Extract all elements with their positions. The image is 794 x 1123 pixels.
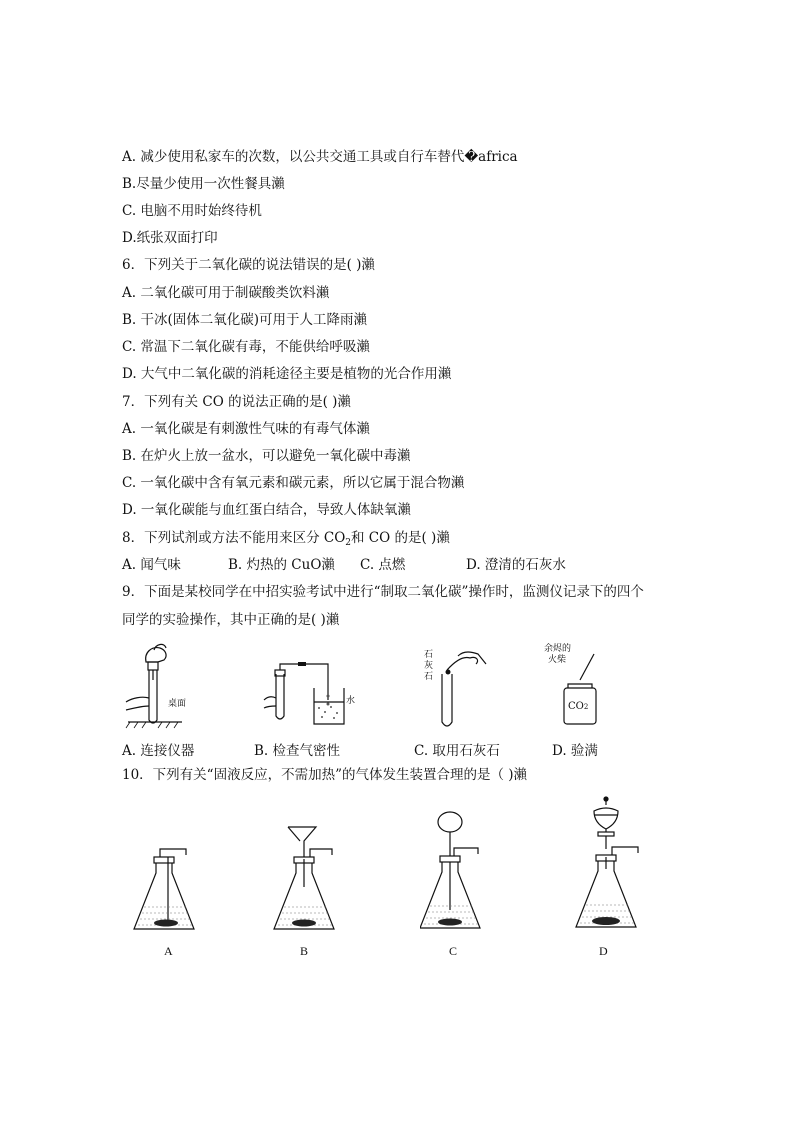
q7-option-d: D. 一氧化碳能与血红蛋白结合，导致人体缺氧瀨 xyxy=(122,502,411,518)
q8-option-c: C. 点燃 xyxy=(360,557,406,573)
q6-option-a: A. 二氧化碳可用于制碳酸类饮料瀨 xyxy=(122,285,330,301)
q8-option-b: B. 灼热的 CuO瀨 xyxy=(228,557,335,573)
q9-caption-b: B. 检查气密性 xyxy=(254,743,341,759)
q8-stem-prefix: 8．下列试剂或方法不能用来区分 CO xyxy=(122,530,346,546)
flask-label-c: C xyxy=(449,944,458,958)
q9-caption-c: C. 取用石灰石 xyxy=(414,743,500,759)
flask-a xyxy=(130,845,210,935)
flask-d xyxy=(572,795,652,935)
splint-label-1: 余烬的 xyxy=(544,644,572,654)
q5-option-d: D.纸张双面打印 xyxy=(122,230,218,246)
q8-stem-suffix: 和 CO 的是( )瀨 xyxy=(351,530,450,546)
flask-label-d: D xyxy=(599,944,608,958)
q7-option-c: C. 一氧化碳中含有氧元素和碳元素，所以它属于混合物瀨 xyxy=(122,475,465,491)
q8-option-a: A. 闻气味 xyxy=(122,557,181,573)
q9-stem-line2: 同学的实验操作，其中正确的是( )瀨 xyxy=(122,612,340,628)
flask-label-b: B xyxy=(300,944,309,958)
q5-option-b: B.尽量少使用一次性餐具瀨 xyxy=(122,176,285,192)
limestone-label-3: 石 xyxy=(424,672,434,682)
q6-option-c: C. 常温下二氧化碳有毒，不能供给呼吸瀨 xyxy=(122,339,370,355)
q10-stem: 10．下列有关“固液反应，不需加热”的气体发生装置合理的是（ )瀨 xyxy=(122,767,528,783)
flask-label-a: A xyxy=(164,944,173,958)
q6-stem: 6．下列关于二氧化碳的说法错误的是( )瀨 xyxy=(122,257,375,273)
co2-label-text: CO xyxy=(568,701,584,712)
flask-b xyxy=(270,823,350,935)
q6-option-d: D. 大气中二氧化碳的消耗途径主要是植物的光合作用瀨 xyxy=(122,366,452,382)
splint-label-2: 火柴 xyxy=(548,655,567,665)
co2-label xyxy=(568,702,588,712)
q5-option-c: C. 电脑不用时始终待机 xyxy=(122,203,262,219)
q9-caption-d: D. 验满 xyxy=(552,743,598,759)
q8-stem xyxy=(122,529,450,552)
desk-label: 桌面 xyxy=(168,699,187,709)
limestone-label-1: 石 xyxy=(424,650,434,660)
figure-connect-instruments xyxy=(118,640,198,730)
q7-stem: 7．下列有关 CO 的说法正确的是( )瀨 xyxy=(122,394,351,410)
q8-option-d: D. 澄清的石灰水 xyxy=(466,557,566,573)
q8-stem-subscript: 2 xyxy=(345,538,352,548)
q9-caption-a: A. 连接仪器 xyxy=(122,743,195,759)
q9-stem-line1: 9．下面是某校同学在中招实验考试中进行“制取二氧化碳”操作时，监测仪记录下的四个 xyxy=(122,584,644,600)
q7-option-a: A. 一氧化碳是有刺激性气味的有毒气体瀨 xyxy=(122,421,370,437)
figure-take-limestone xyxy=(430,646,500,731)
q7-option-b: B. 在炉火上放一盆水，可以避免一氧化碳中毒瀨 xyxy=(122,448,411,464)
co2-label-subscript: 2 xyxy=(583,703,589,711)
flask-c xyxy=(420,810,500,935)
limestone-label-2: 灰 xyxy=(424,661,434,671)
figure-airtightness-check xyxy=(262,660,357,730)
q5-option-a: A. 减少使用私家车的次数，以公共交通工具或自行车替代�africa xyxy=(122,149,518,165)
q6-option-b: B. 干冰(固体二氧化碳)可用于人工降雨瀨 xyxy=(122,312,368,328)
water-label: 水 xyxy=(346,696,356,706)
